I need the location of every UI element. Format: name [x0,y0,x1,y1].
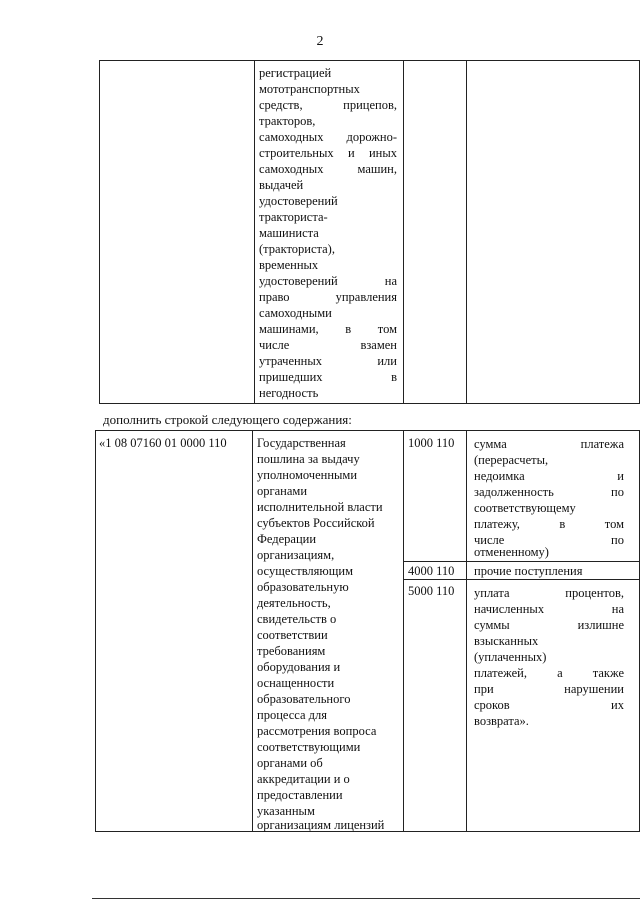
table1-description-line: числе взамен [259,338,397,352]
table1-description-line: мототранспортных [259,82,360,96]
subcode-description-line: числе по [474,533,624,547]
table1-description-line: выдачей [259,178,304,192]
table2-description-line: пошлина за выдачу [257,452,360,466]
table1-description-line: утраченных или [259,354,397,368]
table1-description-line: удостоверений [259,194,338,208]
table2-description-line: Государственная [257,436,346,450]
table2-description-line: соответствующими [257,740,361,754]
table1-description-line: регистрацией [259,66,332,80]
table1-description-line: пришедших в [259,370,397,384]
table2-description-line: оборудования и [257,660,341,674]
subcode-description-line: начисленных на [474,602,624,616]
table2-description-line: процесса для [257,708,328,722]
table2-description-line: органами об [257,756,323,770]
table2-description-line: организациям, [257,548,335,562]
table2-description-line: оснащенности [257,676,335,690]
subcode-description-line: при нарушении [474,682,624,696]
subcode-description-line: уплата процентов, [474,586,624,600]
subcode-description-line: суммы излишне [474,618,624,632]
table1-description-line: машиниста [259,226,319,240]
subcode-cell: 5000 110 [408,584,455,598]
table2-description-line: деятельность, [257,596,331,610]
subcode-description-line: платежу, в том [474,517,624,531]
amendment-intro-text: дополнить строкой следующего содержания: [103,412,352,427]
subcode-cell: 4000 110 [408,564,455,578]
table2-description-line: организациям лицензий [257,818,385,832]
table2-description-line: органами [257,484,308,498]
subcode-description-line: сумма платежа [474,437,624,451]
table2-description-line: осуществляющим [257,564,353,578]
subcode-description-line: прочие поступления [474,564,583,578]
table2-description-line: образовательного [257,692,351,706]
subcode-description-line: возврата». [474,714,529,728]
subcode-cell: 1000 110 [408,436,455,450]
subcode-description-line: отмененному) [474,545,549,559]
table1-description-line: временных [259,258,319,272]
table1-description-line: право управления [259,290,397,304]
table1-description-line: самоходными [259,306,332,320]
table1-description-line: удостоверений на [259,274,397,288]
table1-description-line: тракториста- [259,210,328,224]
table2-description-line: исполнительной власти [257,500,383,514]
table2-description-line: уполномоченными [257,468,358,482]
budget-classification-code: «1 08 07160 01 0000 110 [99,436,227,450]
table1-description-line: машинами, в том [259,322,397,336]
table1-description-line: тракторов, [259,114,316,128]
subcode-description-line: задолженность по [474,485,624,499]
subcode-description-line: недоимка и [474,469,624,483]
subcode-description-line: платежей, а также [474,666,624,680]
table1-description-line: самоходных машин, [259,162,397,176]
table2-description-line: требованиям [257,644,326,658]
table2-description-line: рассмотрения вопроса [257,724,377,738]
table1-description-line: (тракториста), [259,242,335,256]
table1-description-line: строительных и иных [259,146,397,160]
table2-description-line: аккредитации и о [257,772,350,786]
table1-description-line: негодность [259,386,319,400]
subcode-description-line: (уплаченных) [474,650,547,664]
subcode-description-line: (перерасчеты, [474,453,549,467]
page-number: 2 [316,34,324,49]
subcode-description-line: соответствующему [474,501,576,515]
subcode-description-line: сроков их [474,698,624,712]
table2-description-line: соответствии [257,628,328,642]
table2-description-line: предоставлении [257,788,343,802]
table2-description-line: субъектов Российской [257,516,375,530]
table2-description-line: Федерации [257,532,317,546]
table2-description-line: указанным [257,804,315,818]
bottom-edge-line [92,898,640,899]
table2-description-line: образовательную [257,580,349,594]
table2-description-line: свидетельств о [257,612,337,626]
table1-description-line: средств, прицепов, [259,98,397,112]
subcode-description-line: взысканных [474,634,539,648]
table1-description-line: самоходных дорожно- [259,130,397,144]
